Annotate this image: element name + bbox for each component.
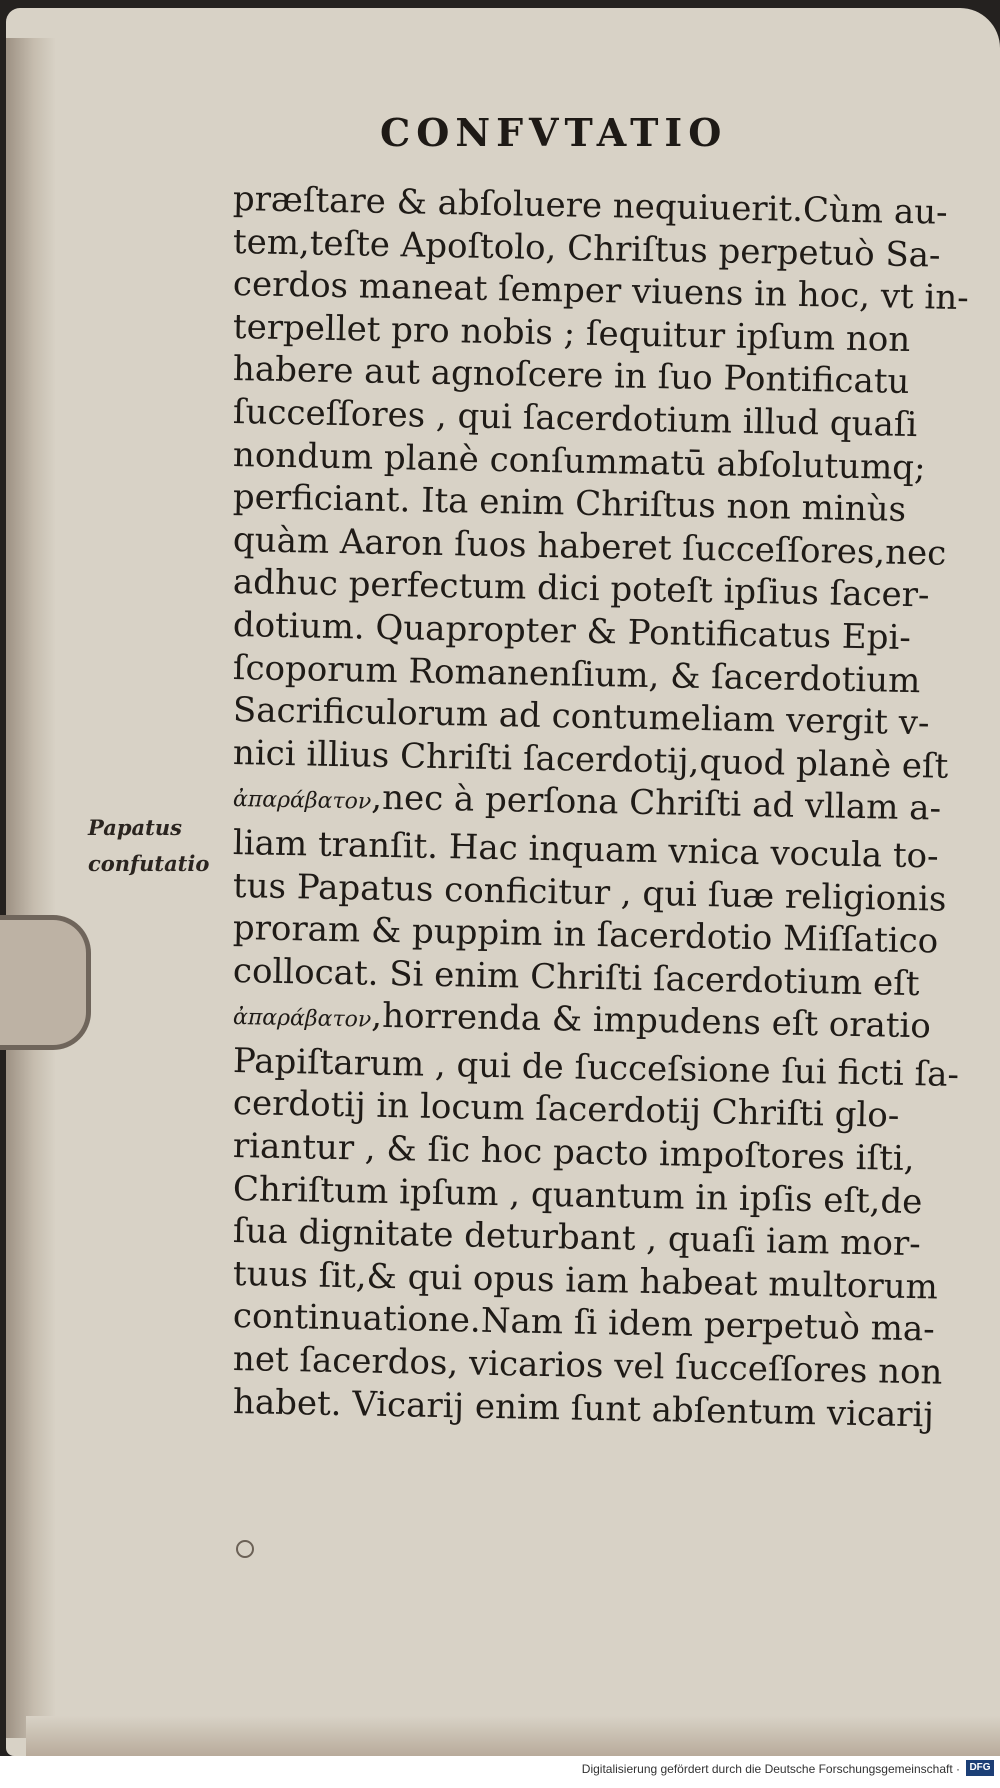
body-text	[232, 178, 970, 1436]
text-line: Sacrificulorum ad contumeliam vergit v-	[232, 690, 930, 744]
text-line: riantur , & ſic hoc pacto impoſtores iſti,	[232, 1126, 915, 1180]
marginal-note	[88, 810, 209, 882]
clip-band	[0, 915, 91, 1050]
text-line: Chriſtum ipſum , quantum in ipſis eſt,de	[232, 1168, 923, 1222]
text-line: cerdotij in locum ſacerdotij Chriſti glo-	[232, 1083, 900, 1137]
text-line: net ſacerdos, vicarios vel ſucceſſores non	[232, 1339, 943, 1393]
text-line: habet. Vicarij enim ſunt abſentum vicarij	[232, 1381, 935, 1436]
text-line: nici illius Chriſti ſacerdotij,quod planè eſt	[232, 732, 949, 787]
dfg-logo-icon: DFG	[966, 1760, 994, 1776]
text-line: ſcoporum Romanenſium, & ſacerdotium	[232, 647, 921, 701]
text-line: perficiant. Ita enim Chriſtus non minùs	[232, 477, 907, 531]
text-line: Papiſtarum , qui de ſucceſsione ſui ficti ſa-	[232, 1040, 960, 1095]
text-line: tus Papatus conficitur , qui ſuæ religionis	[232, 865, 947, 920]
text-line: terpellet pro nobis ; ſequitur ipſum non	[232, 306, 911, 360]
text-line: cerdos maneat ſemper viuens in hoc, vt in-	[232, 264, 970, 319]
text-line-rest: ,nec à perſona Chriſti ad vllam a-	[370, 777, 942, 829]
text-line: continuatione.Nam ſi idem perpetuò ma-	[232, 1296, 936, 1350]
text-line: ſua dignitate deturbant , quaſi iam mor-	[232, 1211, 922, 1265]
ink-mark	[236, 1540, 254, 1558]
digitization-footer	[0, 1756, 1000, 1788]
running-head: CONFVTATIO	[380, 110, 728, 155]
text-line: proram & puppim in ſacerdotio Miſſatico	[232, 908, 939, 962]
text-line: ſucceſſores , qui ſacerdotium illud quaſi	[232, 391, 918, 446]
text-line: tuus ſit,& qui opus iam habeat multorum	[232, 1253, 939, 1308]
marginal-note-line: Papatus	[88, 815, 182, 840]
text-line: quàm Aaron ſuos haberet ſucceſſores,nec	[232, 519, 947, 574]
text-line: nondum planè conſummatū abſolutumq;	[232, 434, 926, 488]
funding-credit: Digitalisierung gefördert durch die Deutsche Forschungsgemeinschaft ·	[581, 1762, 960, 1776]
greek-word: ἀπαράβατον	[232, 1005, 372, 1033]
marginal-note-line: confutatio	[88, 851, 210, 876]
text-line: habere aut agnoſcere in ſuo Pontificatu	[232, 349, 910, 403]
page-bottom-edge	[26, 1716, 1000, 1756]
text-line: præſtare & abſoluere nequiuerit.Cùm au-	[232, 179, 948, 233]
greek-word: ἀπαράβατον	[232, 787, 372, 815]
page-edge-stack	[6, 38, 56, 1738]
text-line: collocat. Si enim Chriſti ſacerdotium eſt	[232, 950, 920, 1004]
text-line: tem,teſte Apoſtolo, Chriſtus perpetuò Sa-	[232, 221, 941, 276]
text-line-rest: ,horrenda & impudens eſt oratio	[370, 995, 932, 1047]
text-line: dotium. Quapropter & Pontificatus Epi-	[232, 604, 912, 658]
text-line: liam tranſit. Hac inquam vnica vocula to-	[232, 822, 939, 877]
text-line: adhuc perfectum dici poteſt ipſius ſacer-	[232, 562, 930, 616]
